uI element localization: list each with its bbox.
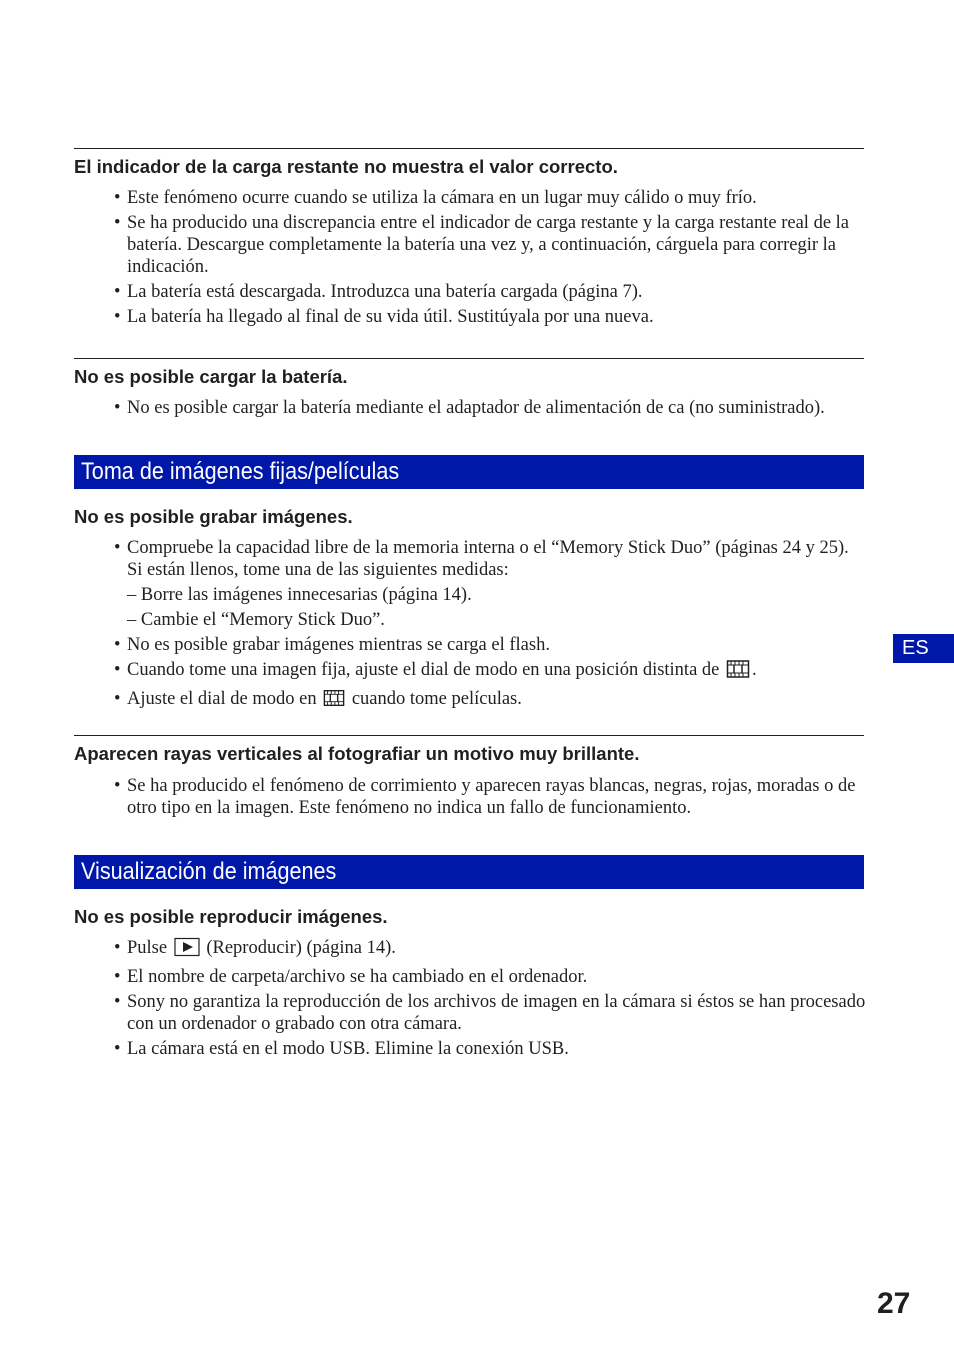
list-item: • La cámara está en el modo USB. Elimine la conexión USB. bbox=[114, 1038, 866, 1060]
heading-playback: No es posible reproducir imágenes. bbox=[74, 906, 388, 927]
heading-battery-indicator: El indicador de la carga restante no muestra el valor correcto. bbox=[74, 156, 618, 177]
section-bar-title: Toma de imágenes fijas/películas bbox=[81, 458, 400, 485]
section-divider bbox=[74, 358, 864, 359]
page-number: 27 bbox=[877, 1287, 911, 1320]
battery-charge-list bbox=[114, 397, 866, 422]
list-item bbox=[114, 659, 866, 685]
movie-mode-icon bbox=[726, 659, 750, 685]
list-item-text: Cuando tome una imagen fija, ajuste el dial de modo en una posición distinta de bbox=[127, 660, 720, 680]
language-tab: ES bbox=[893, 634, 954, 663]
section-bar-viewing bbox=[74, 855, 864, 889]
list-item: • Compruebe la capacidad libre de la memoria interna o el “Memory Stick Duo” (páginas 24 y 25). Si están llenos, tome una de las siguientes medidas: bbox=[114, 537, 866, 581]
movie-mode-icon bbox=[323, 688, 345, 714]
list-item: • Este fenómeno ocurre cuando se utiliza la cámara en un lugar muy cálido o muy frío. bbox=[114, 187, 866, 209]
section-bar-title: Visualización de imágenes bbox=[81, 858, 337, 885]
list-item: • Sony no garantiza la reproducción de los archivos de imagen en la cámara si éstos se han procesado con un ordenador o grabado con otra cámara. bbox=[114, 991, 866, 1035]
section-divider bbox=[74, 148, 864, 149]
list-item-text: cuando tome películas. bbox=[351, 689, 522, 709]
section-bar-shooting bbox=[74, 455, 864, 489]
list-item: • Se ha producido el fenómeno de corrimiento y aparecen rayas blancas, negras, rojas, moradas o de otro tipo en la imagen. Este fenómeno no indica un fallo de funcionamiento. bbox=[114, 775, 866, 819]
list-item: • Se ha producido una discrepancia entre el indicador de carga restante y la carga restante real de la batería. Descargue completamente la batería una vez y, a continuación, cárguela para corregir la indicación. bbox=[114, 212, 866, 278]
list-item-text: Pulse bbox=[127, 938, 168, 958]
heading-recording: No es posible grabar imágenes. bbox=[74, 506, 353, 527]
list-item bbox=[114, 937, 866, 963]
list-item bbox=[114, 688, 866, 714]
heading-stripes: Aparecen rayas verticales al fotografiar un motivo muy brillante. bbox=[74, 743, 640, 764]
list-item-text: (Reproducir) (página 14). bbox=[206, 938, 396, 958]
list-item: • El nombre de carpeta/archivo se ha cambiado en el ordenador. bbox=[114, 966, 866, 988]
list-item: • No es posible cargar la batería mediante el adaptador de alimentación de ca (no suministrado). bbox=[114, 397, 866, 419]
heading-battery-charge: No es posible cargar la batería. bbox=[74, 366, 348, 387]
list-item-text: Ajuste el dial de modo en bbox=[127, 689, 317, 709]
sub-list-item: – Cambie el “Memory Stick Duo”. bbox=[127, 610, 385, 630]
battery-indicator-list bbox=[114, 187, 866, 331]
play-button-icon bbox=[174, 937, 200, 963]
stripes-list bbox=[114, 775, 866, 822]
list-item: • La batería está descargada. Introduzca una batería cargada (página 7). bbox=[114, 281, 866, 303]
sub-list-item: – Borre las imágenes innecesarias (página 14). bbox=[127, 585, 472, 605]
recording-list bbox=[114, 537, 866, 717]
section-divider bbox=[74, 735, 864, 736]
list-item: • La batería ha llegado al final de su vida útil. Sustitúyala por una nueva. bbox=[114, 306, 866, 328]
list-item-text: . bbox=[752, 660, 757, 680]
playback-list bbox=[114, 937, 866, 1063]
list-item: • No es posible grabar imágenes mientras se carga el flash. bbox=[114, 634, 866, 656]
